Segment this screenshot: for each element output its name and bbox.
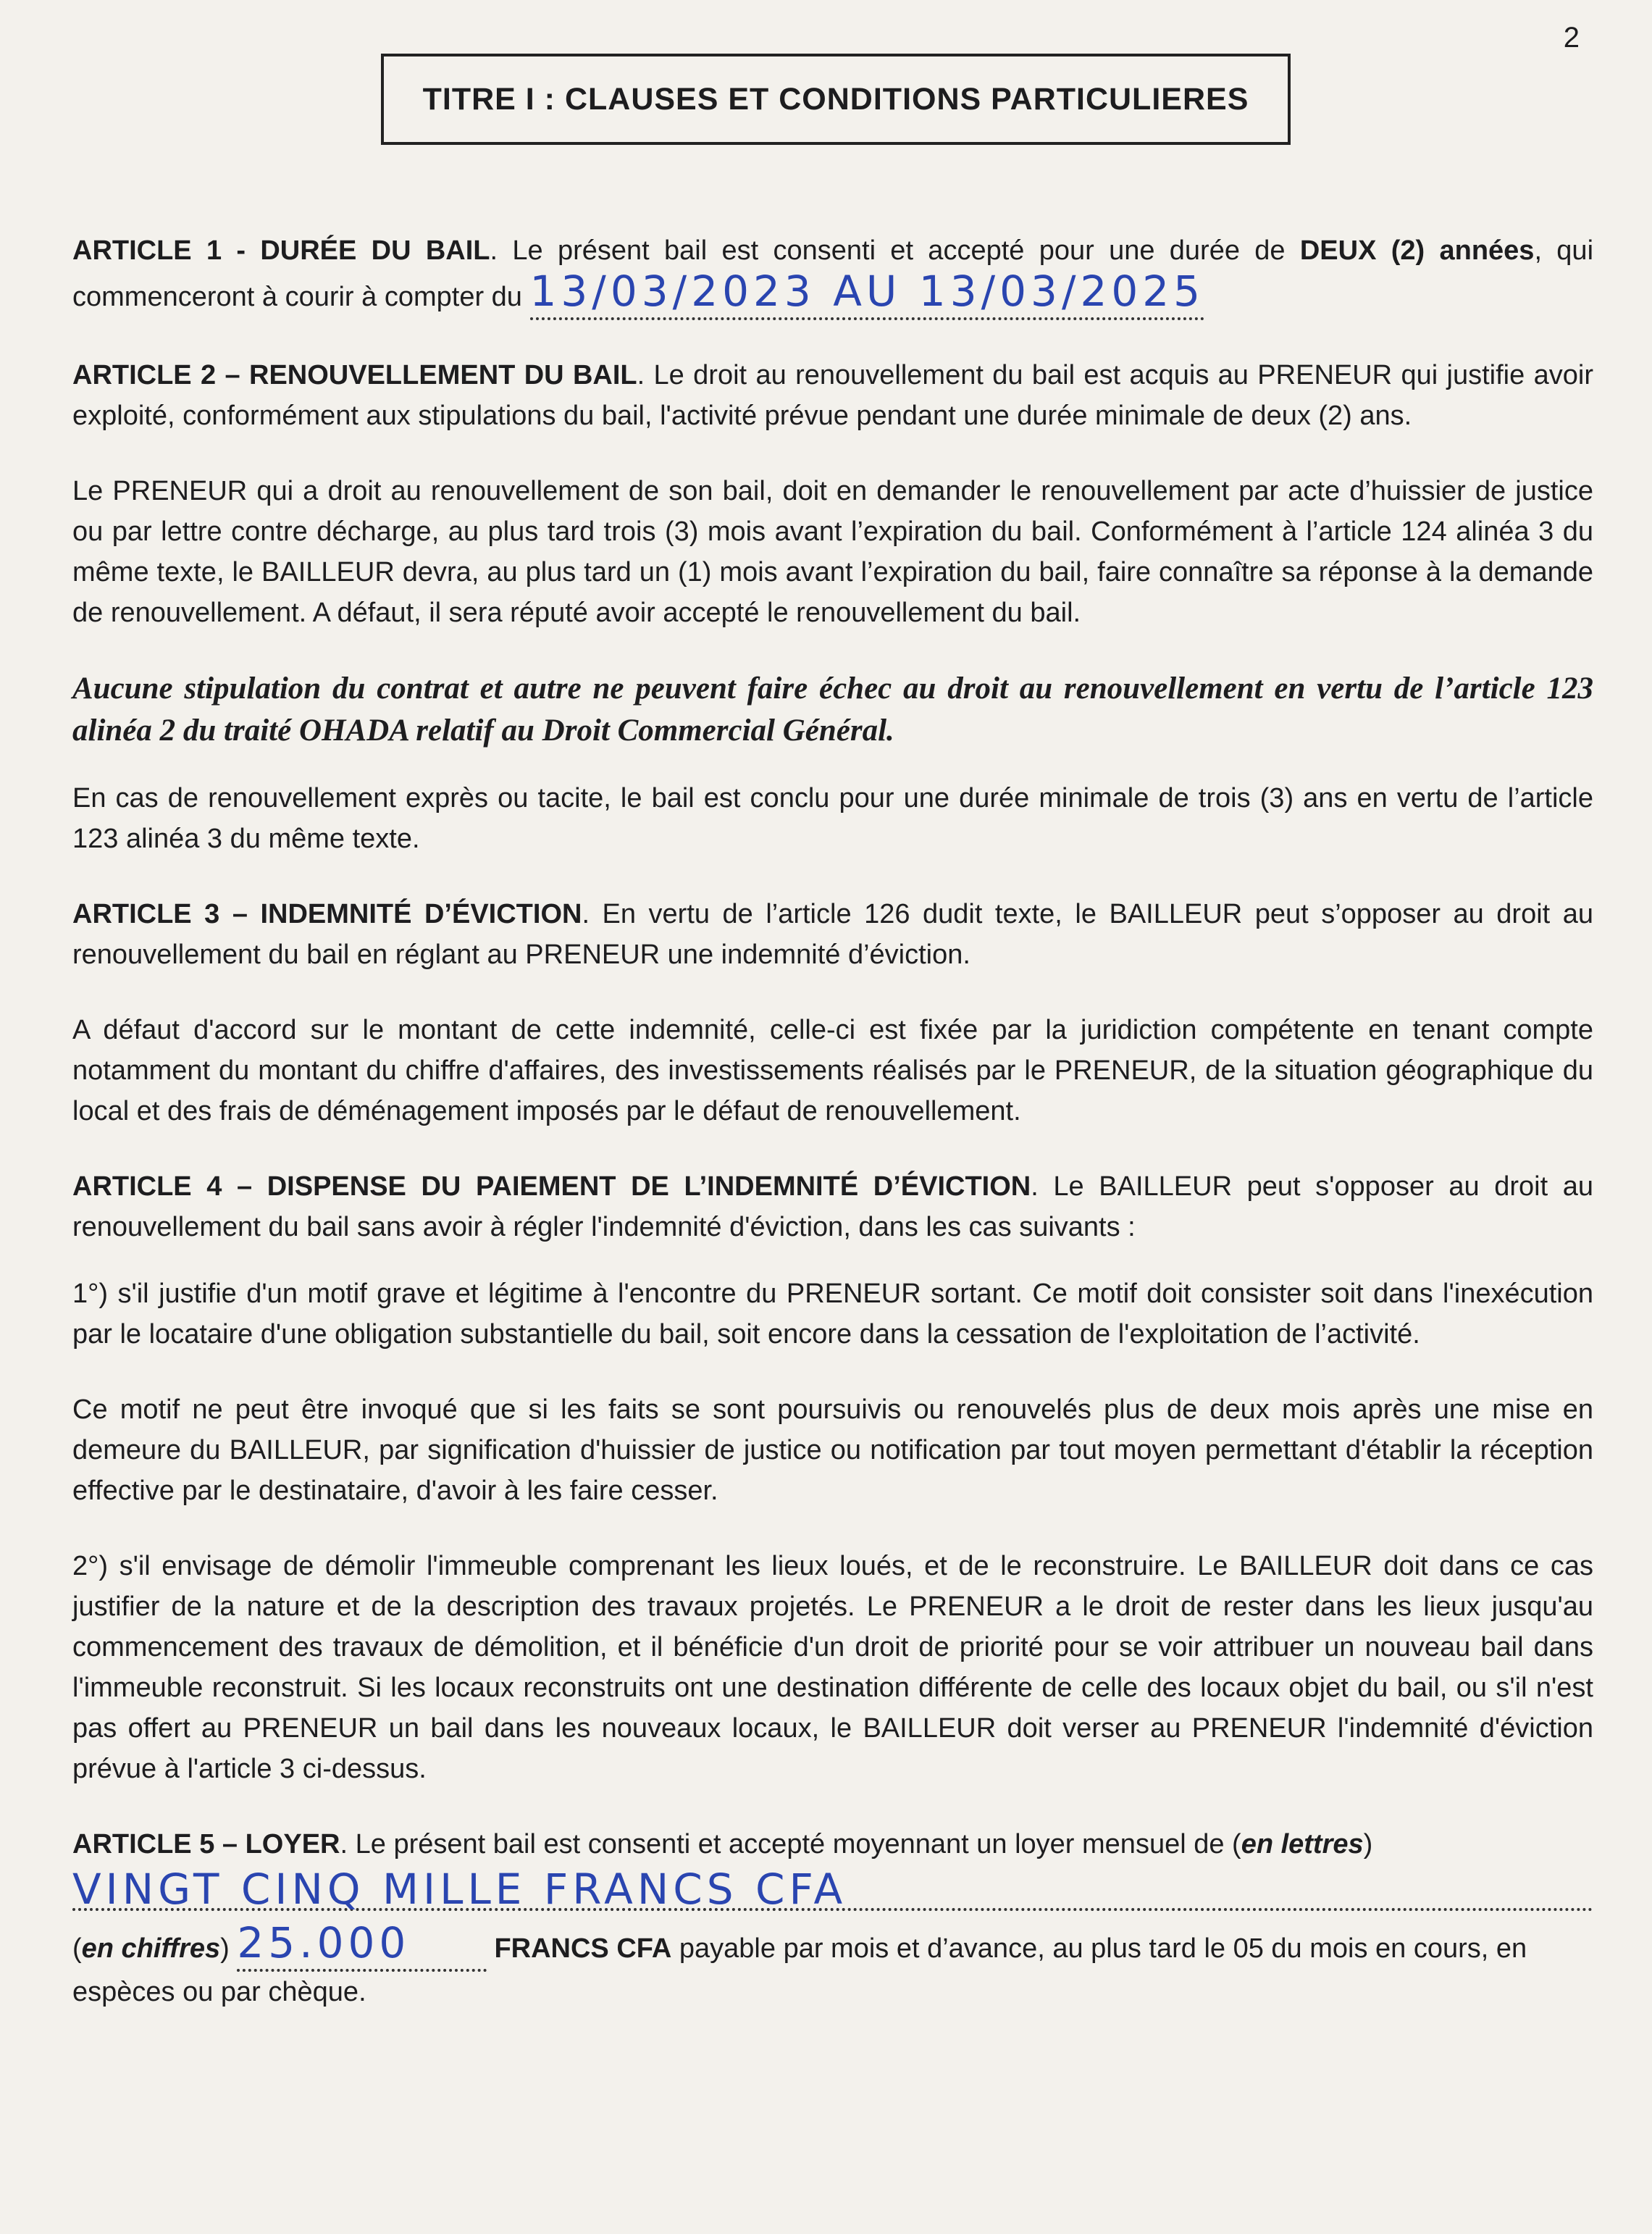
article-5 — [72, 1824, 1593, 1865]
article-2-text: . Le droit au renouvellement du bail est acquis au PRENEUR qui justifie avoir exploité, conformément aux stipulations du bail, l'activité prévue pendant une durée minimale de deux (2) ans. — [72, 360, 1593, 431]
article-1 — [72, 230, 1593, 320]
article-2-para-2: Le PRENEUR qui a droit au renouvellement de son bail, doit en demander le renouvellement par acte d’huissier de justice ou par lettre contre décharge, au plus tard trois (3) mois avant l’expiration du bail. Conformément à l’article 124 alinéa 3 du même texte, le BAILLEUR devra, au plus tard un (1) mois avant l’expiration du bail, faire connaître sa réponse à la demande de renouvellement. A défaut, il sera réputé avoir accepté le renouvellement du bail. — [72, 476, 1593, 628]
article-4-case-1-detail: Ce motif ne peut être invoqué que si les faits se sont poursuivis ou renouvelés plus de deux mois après une mise en demeure du BAILLEUR, par signification d'huissier de justice ou notification par tout moyen permettant d'établir la réception effective par le destinataire, d'avoir à les faire cesser. — [72, 1394, 1593, 1506]
article-3-text: . En vertu de l’article 126 dudit texte, le BAILLEUR peut s’opposer au droit au renouvellement du bail en réglant au PRENEUR une indemnité d’éviction. — [72, 899, 1593, 970]
article-4-heading: ARTICLE 4 – DISPENSE DU PAIEMENT DE L’INDEMNITÉ D’ÉVICTION — [72, 1171, 1031, 1202]
article-5-text-c: payable par mois et d’avance, au plus tard le 05 du mois en cours, en espèces ou par chèque. — [72, 1933, 1527, 2007]
article-1-text-a: . Le présent bail est consenti et accepté pour une durée de — [490, 235, 1300, 266]
handwritten-date: 13/03/2023 AU 13/03/2025 — [529, 267, 1205, 316]
article-1-text-b: , qui commenceront à courir à compter du — [72, 235, 1594, 312]
article-5-en-lettres: en lettres — [1241, 1829, 1364, 1859]
article-5-text-b: ) — [1363, 1829, 1373, 1859]
page-number: 2 — [1563, 22, 1580, 54]
article-1-date-field — [529, 267, 1205, 320]
section-title: TITRE I : CLAUSES ET CONDITIONS PARTICULIERES — [381, 54, 1291, 145]
article-3 — [72, 894, 1593, 975]
article-4 — [72, 1166, 1593, 1247]
article-2-emphasis: Aucune stipulation du contrat et autre ne peuvent faire échec au droit au renouvellement en vertu de l’article 123 alinéa 2 du traité OHADA relatif au Droit Commercial Général. — [72, 672, 1593, 748]
article-1-heading: ARTICLE 1 - DURÉE DU BAIL — [72, 235, 490, 266]
article-5-en-chiffres: en chiffres — [81, 1933, 221, 1964]
article-5-heading: ARTICLE 5 – LOYER — [72, 1829, 340, 1859]
article-1-duration: DEUX (2) années — [1299, 235, 1535, 266]
article-2 — [72, 355, 1593, 436]
article-5-amount-line: (en chiffres) 25.000 FRANCS CFA payable par mois et d’avance, au plus tard le 05 du mois en cours, en espèces ou par chèque. — [72, 1918, 1527, 2007]
article-4-text: . Le BAILLEUR peut s'opposer au droit au renouvellement du bail sans avoir à régler l'indemnité d'éviction, dans les cas suivants : — [72, 1171, 1593, 1242]
amount-in-figures-field — [237, 1918, 487, 1972]
article-3-para-2: A défaut d'accord sur le montant de cette indemnité, celle-ci est fixée par la juridiction compétente en tenant compte notamment du montant du chiffre d'affaires, des investissements réalisés par le PRENEUR, de la situation géographique du local et des frais de déménagement imposés par le défaut de renouvellement. — [72, 1015, 1593, 1126]
document-body — [72, 230, 1593, 2012]
article-3-heading: ARTICLE 3 – INDEMNITÉ D’ÉVICTION — [72, 899, 582, 929]
article-2-para-4: En cas de renouvellement exprès ou tacite, le bail est conclu pour une durée minimale de trois (3) ans en vertu de l’article 123 alinéa 3 du même texte. — [72, 783, 1593, 854]
article-5-francs: FRANCS CFA — [494, 1933, 672, 1964]
amount-in-letters-field — [72, 1865, 1593, 1914]
handwritten-amount: 25.000 — [237, 1918, 411, 1967]
article-4-case-1: 1°) s'il justifie d'un motif grave et légitime à l'encontre du PRENEUR sortant. Ce motif doit consister soit dans l'inexécution par le locataire d'une obligation substantielle du bail, soit encore dans la cessation de l'exploitation de l’activité. — [72, 1279, 1593, 1350]
article-5-text-a: . Le présent bail est consenti et accepté moyennant un loyer mensuel de ( — [340, 1829, 1241, 1859]
handwritten-amount-letters: VINGT CINQ MILLE FRANCS CFA — [72, 1865, 847, 1914]
article-2-heading: ARTICLE 2 – RENOUVELLEMENT DU BAIL — [72, 360, 637, 390]
article-4-case-2: 2°) s'il envisage de démolir l'immeuble comprenant les lieux loués, et de le reconstruire. Le BAILLEUR doit dans ce cas justifier de la nature et de la description des travaux projetés. Le PRENEUR a le droit de rester dans les lieux jusqu'au commencement des travaux de démolition, et il bénéficie d'un droit de priorité pour se voir attribuer un nouveau bail dans l'immeuble reconstruit. Si les locaux reconstruits ont une destination différente de celle des locaux objet du bail, ou s'il n'est pas offert au PRENEUR un bail dans les nouveaux locaux, le BAILLEUR doit verser au PRENEUR l'indemnité d'éviction prévue à l'article 3 ci-dessus. — [72, 1551, 1593, 1784]
